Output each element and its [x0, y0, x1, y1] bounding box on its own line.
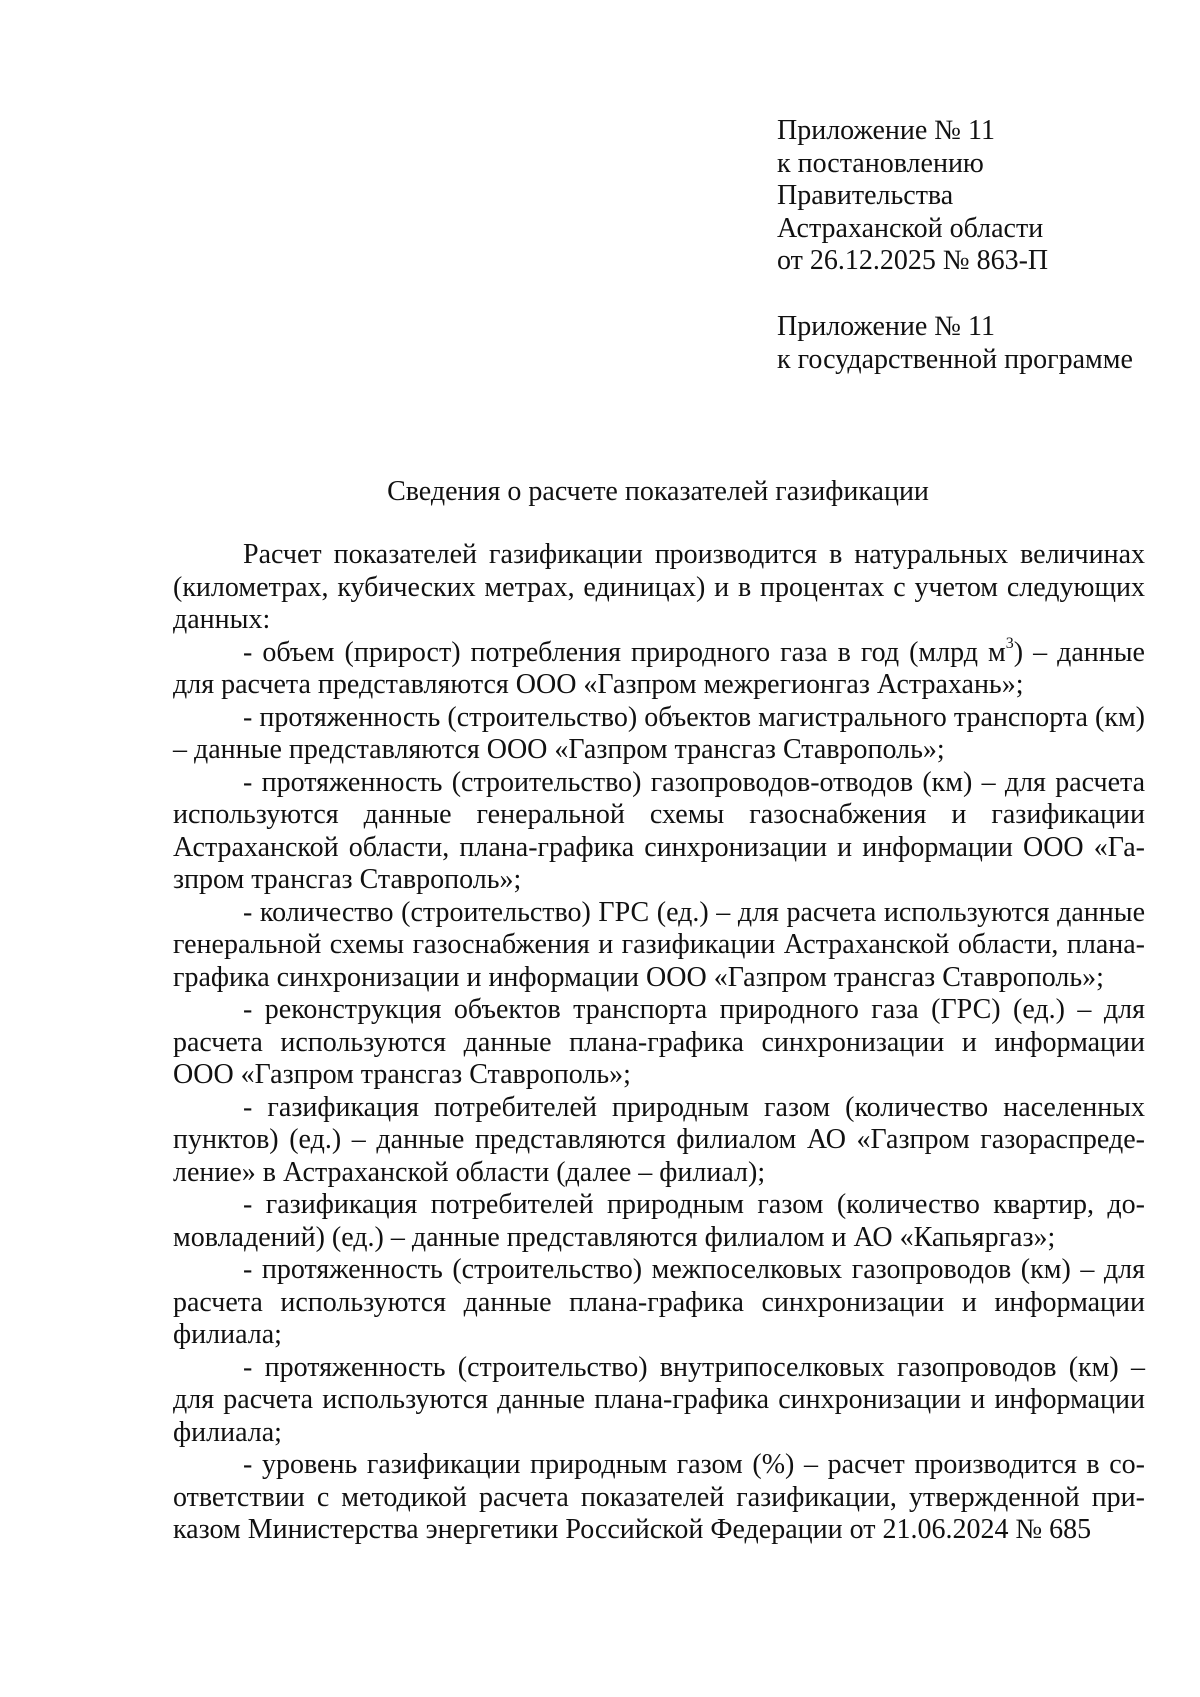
annex-resolution-line-1: Приложение № 11 — [777, 115, 995, 146]
paragraph-intrasettlement-pipelines: - протяженность (строительство) внутрипоселковых газопроводов (км) – для расчета используются данные плана-графика синхронизации и информации филиала; — [173, 1351, 1145, 1448]
paragraph-grs-reconstruction: - реконструкция объектов транспорта природного газа (ГРС) (ед.) – для расчета используются данные плана-графика синхронизации и информации ООО «Газпром трансгаз Ставрополь»; — [173, 994, 1145, 1090]
paragraph-gas-consumption — [173, 637, 1145, 702]
annex-program-line-1: Приложение № 11 — [777, 311, 995, 342]
paragraph-gas-consumption-start: - объем (прирост) потребления природного газа в год (млрд м — [243, 636, 1006, 668]
annex-resolution-line-5: от 26.12.2025 № 863-П — [777, 245, 1049, 276]
paragraph-households: - газификация потребителей природным газом (количество квартир, домовладений) (ед.) – данные представляются филиалом и АО «Капьяргаз»; — [173, 1189, 1145, 1253]
paragraph-intersettlement-pipelines: - протяженность (строительство) межпоселковых газопроводов (км) – для расчета используются данные плана-графика синхронизации и информации филиала; — [173, 1254, 1145, 1350]
paragraph-settlements: - газификация потребителей природным газом (количество населенных пунктов) (ед.) – данные представляются филиалом АО «Газпром газораспределение» в Астраханской области (далее – филиал); — [173, 1091, 1145, 1188]
paragraph-grs-count: - количество (строительство) ГРС (ед.) – для расчета используются данные генеральной схемы газоснабжения и газификации Астраханской области, плана-графика синхронизации и информации ООО «Газпром трансгаз Ставрополь»; — [173, 896, 1145, 993]
document-body — [173, 539, 1145, 1547]
superscript-cubic: 3 — [1005, 635, 1014, 653]
paragraph-main-transport: - протяженность (строительство) объектов магистрального транспорта (км) – данные представляются ООО «Газпром трансгаз Ставрополь»; — [173, 701, 1145, 765]
paragraph-intro: Расчет показателей газификации производится в натуральных величинах (километрах, кубических метрах, единицах) и в процентах с учетом следующих данных: — [173, 539, 1145, 635]
paragraph-gas-consumption-end: ) – данные для расчета представляются ООО «Газпром межрегионгаз Астрахань»; — [173, 636, 1145, 700]
annex-resolution-line-4: Астраханской области — [777, 212, 1044, 244]
annex-resolution-line-3: Правительства — [777, 180, 954, 211]
annex-resolution-line-2: к постановлению — [777, 147, 984, 179]
annex-program-line-2: к государственной программе — [777, 343, 1133, 375]
paragraph-branch-pipelines: - протяженность (строительство) газопроводов-отводов (км) – для расчета используются данные генеральной схемы газоснабжения и газификации Астраханской области, плана-графика синхронизации и информации ООО «Газпром трансгаз Ставрополь»; — [173, 766, 1145, 895]
annex-resolution-block — [777, 115, 1048, 278]
paragraph-gasification-level: - уровень газификации природным газом (%) – расчет производится в соответствии с методикой расчета показателей газификации, утвержденной приказом Министерства энергетики Российской Федерации от 21.06.2024 № 685 — [173, 1449, 1145, 1545]
annex-program-block — [777, 311, 1133, 376]
document-title: Сведения о расчете показателей газификации — [387, 476, 929, 507]
